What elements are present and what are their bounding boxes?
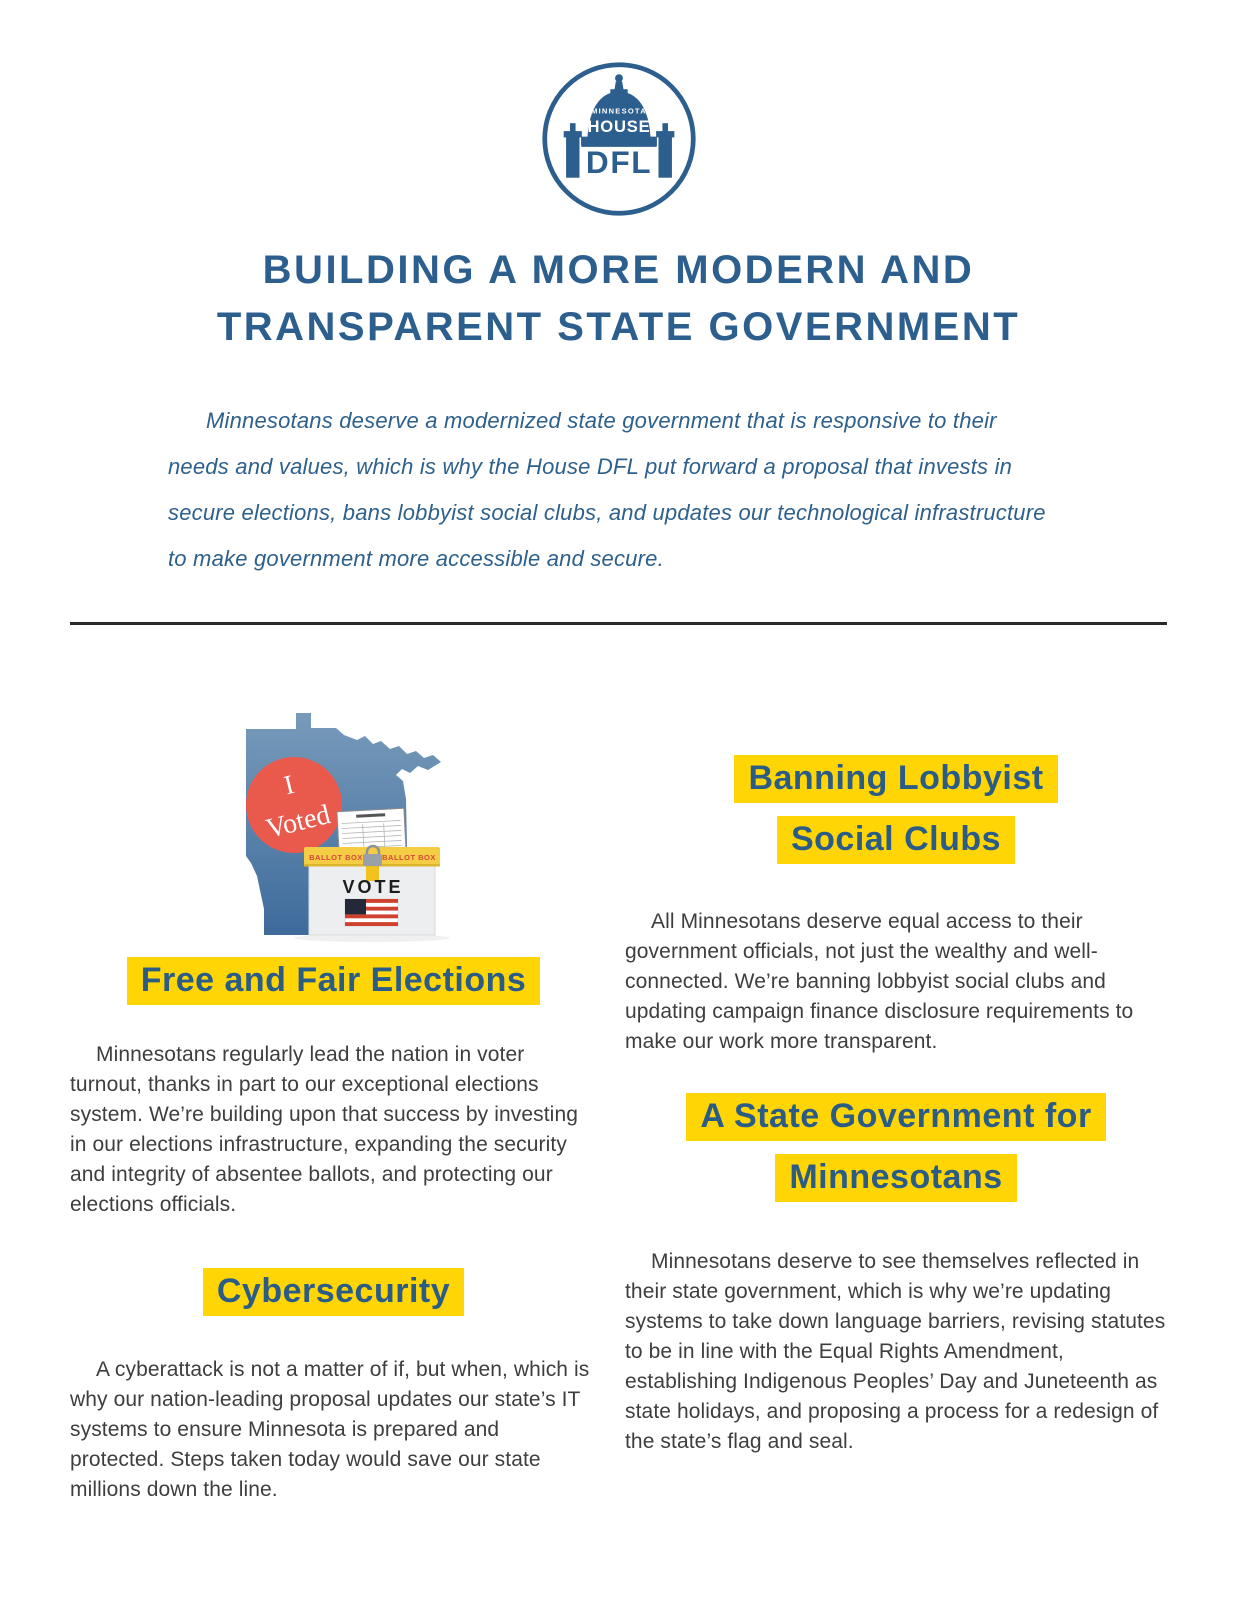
logo-text-house: HOUSE: [587, 116, 650, 136]
sticker-word-i: I: [280, 768, 297, 801]
lobbyist-heading-line2: Social Clubs: [777, 816, 1015, 864]
cybersecurity-heading-highlight: Cybersecurity: [203, 1268, 464, 1316]
sticker-word-voted: Voted: [263, 799, 334, 845]
cybersecurity-paragraph: A cyberattack is not a matter of if, but when, which is why our nation-leading proposal updates our state’s IT systems to ensure Minnesota is prepared and protected. Steps taken today would save our state millions down the line.: [70, 1358, 590, 1501]
state-government-heading-line1: A State Government for: [686, 1093, 1105, 1141]
elections-heading-highlight: Free and Fair Elections: [127, 957, 541, 1005]
content-columns: [0, 625, 1237, 1505]
ballot-box-label-left: BALLOT BOX: [309, 853, 363, 862]
logo-text-dfl: DFL: [585, 143, 652, 180]
page-title-line1: BUILDING A MORE MODERN AND: [262, 248, 975, 292]
cybersecurity-section-heading: [70, 1268, 597, 1323]
voting-illustration: [208, 677, 508, 947]
lobbyist-paragraph: All Minnesotans deserve equal access to their government officials, not just the wealthy and well-connected. We’re banning lobbyist social clubs and updating campaign finance disclosure requirements to make our work more transparent.: [625, 910, 1134, 1053]
us-flag-icon: [345, 899, 398, 926]
right-column: [625, 625, 1167, 1505]
logo-text-minnesota: MINNESOTA: [590, 106, 647, 116]
state-government-section-heading: [625, 1093, 1167, 1209]
intro-paragraph: Minnesotans deserve a modernized state government that is responsive to their needs and values, which is why the House DFL put forward a proposal that invests in secure elections, bans lobbyist social clubs, and updates our technological infrastructure to make government more accessible and secure.: [168, 408, 1046, 571]
page-title-line2: TRANSPARENT STATE GOVERNMENT: [216, 305, 1021, 349]
elections-section-heading: [70, 957, 597, 1012]
page-title: [0, 242, 1237, 356]
lobbyist-heading-line1: Banning Lobbyist: [734, 755, 1057, 803]
capitol-dome-logo-icon: [540, 60, 698, 218]
state-government-paragraph: Minnesotans deserve to see themselves reflected in their state government, which is why we’re updating systems to take down language barriers, revising statutes to be in line with the Equal Rights Amendment, establishing Indigenous Peoples’ Day and Juneteenth as state holidays, and proposing a process for a redesign of the state’s flag and seal.: [625, 1250, 1166, 1453]
lobbyist-section-heading: [625, 755, 1167, 871]
state-government-heading-line2: Minnesotans: [775, 1154, 1016, 1202]
elections-paragraph: Minnesotans regularly lead the nation in voter turnout, thanks in part to our exceptional elections system. We’re building upon that success by investing in our elections infrastructure, expanding the security and integrity of absentee ballots, and protecting our elections officials.: [70, 1043, 578, 1216]
mn-house-dfl-logo: [0, 0, 1237, 218]
vote-label: VOTE: [342, 877, 404, 897]
left-column: [70, 625, 597, 1505]
ballot-box-label-right: BALLOT BOX: [382, 853, 436, 862]
